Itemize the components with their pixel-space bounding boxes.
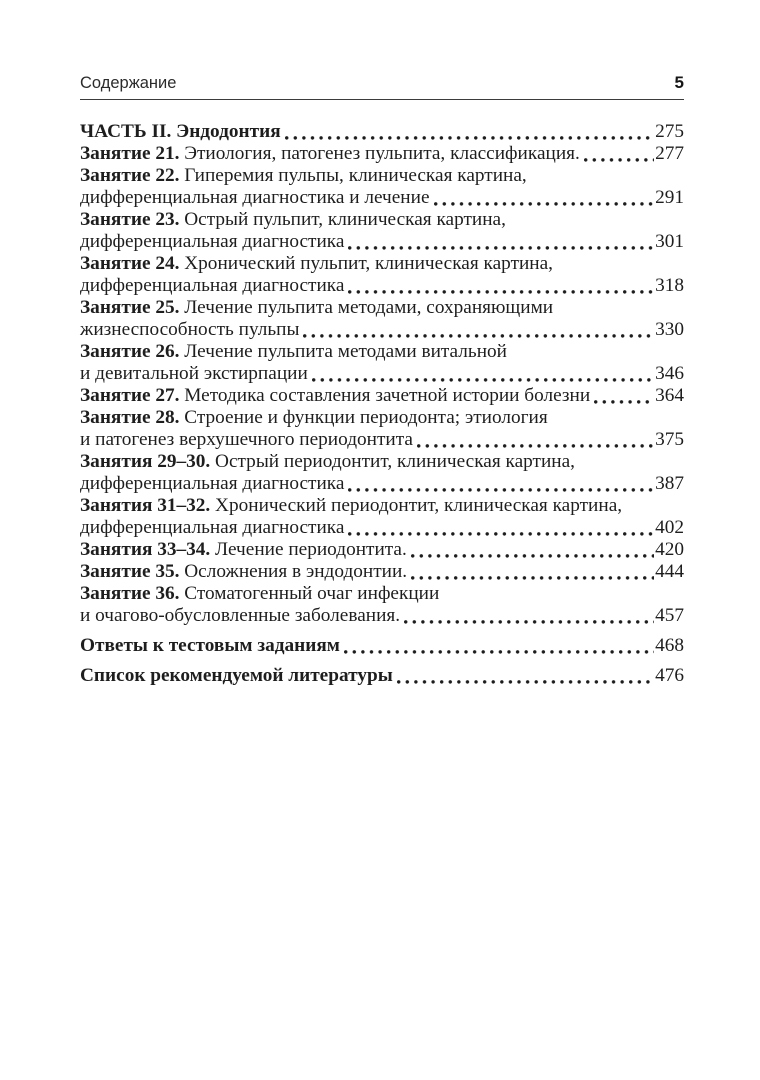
toc-entry-text bbox=[80, 407, 548, 429]
toc-entry-title: дифференциальная диагностика bbox=[80, 231, 345, 252]
toc-line bbox=[80, 187, 684, 209]
dot-leader bbox=[397, 680, 654, 684]
dot-leader bbox=[417, 444, 654, 448]
toc-entry-text bbox=[80, 209, 506, 231]
toc-page-number: 375 bbox=[655, 429, 684, 450]
toc-entry-text bbox=[80, 385, 590, 407]
dot-leader bbox=[348, 290, 654, 294]
dot-leader bbox=[348, 488, 654, 492]
dot-leader bbox=[285, 136, 654, 140]
toc-entry-text bbox=[80, 635, 340, 657]
dot-leader bbox=[404, 620, 654, 624]
dot-leader bbox=[348, 246, 654, 250]
toc-line bbox=[80, 451, 684, 473]
toc-entry-text bbox=[80, 253, 553, 275]
toc-entry-title: дифференциальная диагностика bbox=[80, 473, 345, 494]
toc-entry-label: Занятия 33–34. bbox=[80, 539, 211, 560]
toc-page-number: 457 bbox=[655, 605, 684, 626]
toc-list bbox=[80, 121, 684, 687]
toc-page-number: 444 bbox=[655, 561, 684, 582]
toc-entry-title: и девитальной экстирпации bbox=[80, 363, 308, 384]
running-title: Содержание bbox=[80, 74, 177, 92]
toc-page-number: 364 bbox=[655, 385, 684, 406]
toc-entry-label: Занятие 26. bbox=[80, 341, 180, 362]
toc-entry-text bbox=[80, 451, 575, 473]
toc-entry-text bbox=[80, 561, 407, 583]
toc-entry-text bbox=[80, 121, 281, 143]
toc-line bbox=[80, 407, 684, 429]
toc-entry-text bbox=[80, 605, 400, 627]
toc-entry-label: Занятие 24. bbox=[80, 253, 180, 274]
toc-entry-label: ЧАСТЬ II. Эндодонтия bbox=[80, 121, 281, 142]
toc-entry-text bbox=[80, 363, 308, 385]
toc-line bbox=[80, 495, 684, 517]
toc-entry-text bbox=[80, 429, 413, 451]
toc-entry-label: Занятие 28. bbox=[80, 407, 180, 428]
toc-entry-text bbox=[80, 187, 430, 209]
toc-entry-title: Хронический пульпит, клиническая картина, bbox=[179, 253, 554, 274]
toc-entry-label: Занятие 27. bbox=[80, 385, 180, 406]
toc-entry-title: дифференциальная диагностика bbox=[80, 275, 345, 296]
header-page-number: 5 bbox=[674, 73, 684, 92]
toc-entry-title: Строение и функции периодонта; этиология bbox=[179, 407, 548, 428]
dot-leader bbox=[303, 334, 654, 338]
toc-entry-label: Занятие 22. bbox=[80, 165, 180, 186]
toc-entry-title: и патогенез верхушечного периодонтита bbox=[80, 429, 413, 450]
toc-entry-text bbox=[80, 143, 580, 165]
toc-entry-title: Гиперемия пульпы, клиническая картина, bbox=[179, 165, 527, 186]
dot-leader bbox=[434, 202, 655, 206]
toc-line bbox=[80, 561, 684, 583]
toc-page-number: 291 bbox=[655, 187, 684, 208]
toc-entry-text bbox=[80, 473, 344, 495]
toc-entry-title: Лечение пульпита методами, сохраняющими bbox=[179, 297, 554, 318]
toc-entry-label: Занятие 21. bbox=[80, 143, 180, 164]
toc-entry-text bbox=[80, 495, 622, 517]
dot-leader bbox=[348, 532, 654, 536]
toc-entry-title: и очагово-обусловленные заболевания. bbox=[80, 605, 401, 626]
toc-page-number: 301 bbox=[655, 231, 684, 252]
toc-entry-text bbox=[80, 319, 299, 341]
toc-entry-text bbox=[80, 275, 344, 297]
toc-line bbox=[80, 319, 684, 341]
toc-entry-title: Лечение периодонтита. bbox=[210, 539, 407, 560]
toc-page-number: 346 bbox=[655, 363, 684, 384]
toc-entry-label: Занятия 31–32. bbox=[80, 495, 211, 516]
toc-line bbox=[80, 517, 684, 539]
toc-entry-title: Осложнения в эндодонтии. bbox=[179, 561, 408, 582]
dot-leader bbox=[344, 650, 654, 654]
toc-page-number: 275 bbox=[655, 121, 684, 142]
toc-entry-label: Занятия 29–30. bbox=[80, 451, 211, 472]
toc-entry-label: Занятие 23. bbox=[80, 209, 180, 230]
toc-entry-title: жизнеспособность пульпы bbox=[80, 319, 300, 340]
toc-entry-label: Список рекомендуемой литературы bbox=[80, 665, 393, 686]
toc-entry-title: Лечение пульпита методами витальной bbox=[179, 341, 507, 362]
toc-page-number: 420 bbox=[655, 539, 684, 560]
toc-line bbox=[80, 385, 684, 407]
toc-entry-text bbox=[80, 297, 553, 319]
toc-line bbox=[80, 275, 684, 297]
dot-leader bbox=[584, 158, 654, 162]
toc-entry-label: Занятие 36. bbox=[80, 583, 180, 604]
toc-page-number: 468 bbox=[655, 635, 684, 656]
toc-entry-title: Стоматогенный очаг инфекции bbox=[179, 583, 440, 604]
toc-page-number: 387 bbox=[655, 473, 684, 494]
toc-entry-text bbox=[80, 539, 407, 561]
toc-entry-label: Ответы к тестовым заданиям bbox=[80, 635, 340, 656]
toc-entry-title: дифференциальная диагностика bbox=[80, 517, 345, 538]
toc-line bbox=[80, 473, 684, 495]
toc-page-number: 402 bbox=[655, 517, 684, 538]
toc-line bbox=[80, 539, 684, 561]
toc-entry-text bbox=[80, 165, 527, 187]
dot-leader bbox=[594, 400, 654, 404]
toc-page-number: 318 bbox=[655, 275, 684, 296]
toc-entry-title: Острый периодонтит, клиническая картина, bbox=[210, 451, 575, 472]
toc-entry-title: Методика составления зачетной истории болезни bbox=[179, 385, 591, 406]
toc-line bbox=[80, 297, 684, 319]
toc-line bbox=[80, 165, 684, 187]
toc-line bbox=[80, 209, 684, 231]
toc-page-number: 330 bbox=[655, 319, 684, 340]
toc-line bbox=[80, 583, 684, 605]
toc-entry-label: Занятие 35. bbox=[80, 561, 180, 582]
toc-line bbox=[80, 143, 684, 165]
toc-line bbox=[80, 635, 684, 657]
dot-leader bbox=[411, 554, 654, 558]
toc-page-number: 277 bbox=[655, 143, 684, 164]
toc-entry-text bbox=[80, 341, 507, 363]
toc-page-number: 476 bbox=[655, 665, 684, 686]
toc-entry-title: дифференциальная диагностика и лечение bbox=[80, 187, 430, 208]
toc-line bbox=[80, 121, 684, 143]
toc-entry-text bbox=[80, 517, 344, 539]
toc-entry-text bbox=[80, 231, 344, 253]
toc-entry-title: Хронический периодонтит, клиническая картина, bbox=[210, 495, 623, 516]
dot-leader bbox=[411, 576, 654, 580]
toc-entry-title: Этиология, патогенез пульпита, классификация. bbox=[179, 143, 580, 164]
dot-leader bbox=[312, 378, 654, 382]
toc-entry-title: Острый пульпит, клиническая картина, bbox=[179, 209, 506, 230]
toc-entry-text bbox=[80, 665, 393, 687]
toc-line bbox=[80, 231, 684, 253]
toc-line bbox=[80, 429, 684, 451]
toc-entry-text bbox=[80, 583, 439, 605]
toc-line bbox=[80, 363, 684, 385]
toc-entry-label: Занятие 25. bbox=[80, 297, 180, 318]
toc-line bbox=[80, 605, 684, 627]
toc-line bbox=[80, 341, 684, 363]
toc-line bbox=[80, 253, 684, 275]
toc-line bbox=[80, 665, 684, 687]
page-header bbox=[80, 74, 684, 100]
